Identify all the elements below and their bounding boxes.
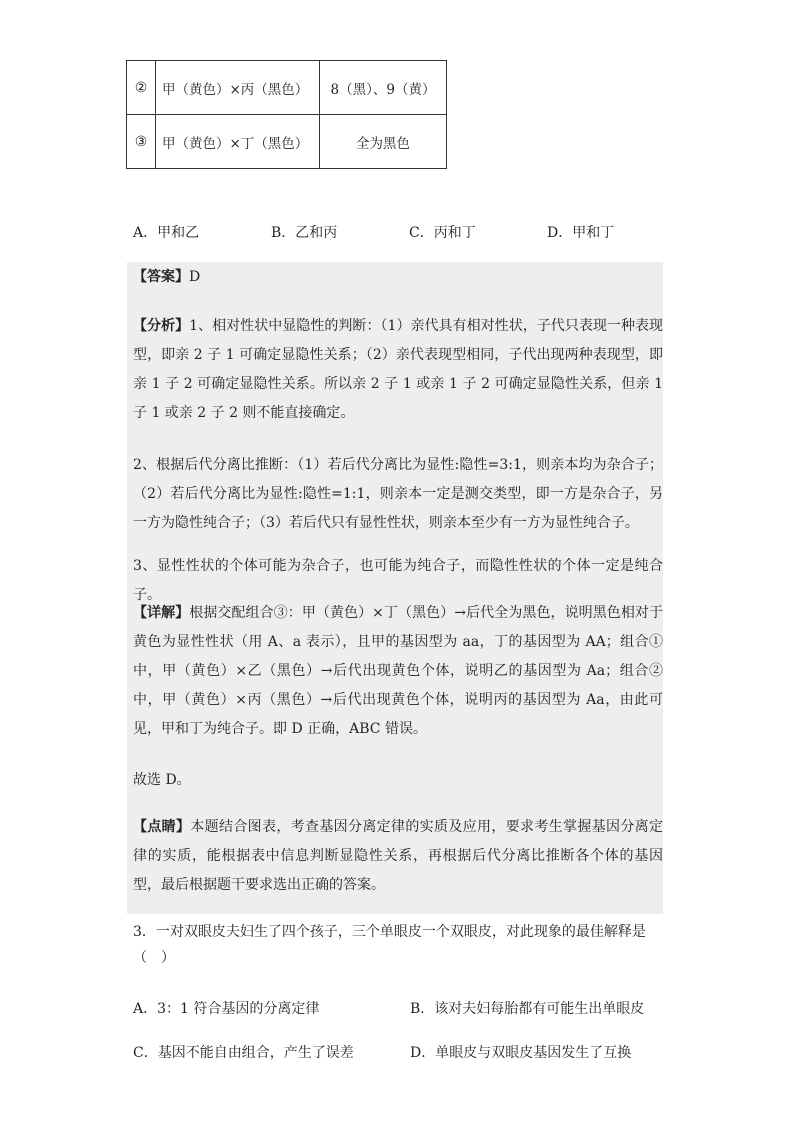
q3-option-c: C．基因不能自由组合，产生了误差 xyxy=(133,1045,354,1061)
option-c: C．丙和丁 xyxy=(409,225,476,241)
q3-option-d: D．单眼皮与双眼皮基因发生了互换 xyxy=(410,1045,632,1061)
table-row xyxy=(127,61,447,115)
analysis-paragraph-2 xyxy=(133,451,663,538)
analysis-paragraph-1 xyxy=(133,312,663,428)
q3-options-row-1 xyxy=(133,998,687,1018)
comment-paragraph xyxy=(133,813,663,900)
option-b: B．乙和丙 xyxy=(271,225,338,241)
analysis-text-2: 2、根据后代分离比推断：（1）若后代分离比为显性:隐性=3:1，则亲本均为杂合子；（2）若后代分离比为显性:隐性=1:1，则亲本一定是测交类型，即一方是杂合子，另一方为隐性纯合子；（3）若后代只有显性性状，则亲本至少有一方为显性纯合子。 xyxy=(133,457,663,531)
cross-parents: 甲（黄色）×丙（黑色） xyxy=(156,61,320,115)
analysis-text-3: 3、显性性状的个体可能为杂合子，也可能为纯合子，而隐性性状的个体一定是纯合子。 xyxy=(133,558,663,603)
q3-option-a: A．3：1 符合基因的分离定律 xyxy=(133,1001,320,1017)
detail-paragraph xyxy=(133,599,663,744)
option-d: D．甲和丁 xyxy=(547,225,615,241)
cross-number: ③ xyxy=(127,115,156,169)
cross-parents: 甲（黄色）×丁（黑色） xyxy=(156,115,320,169)
table-row xyxy=(127,115,447,169)
cross-number: ② xyxy=(127,61,156,115)
answer-label: 【答案】 xyxy=(133,269,189,285)
q3-options-row-2 xyxy=(133,1042,687,1062)
option-a: A．甲和乙 xyxy=(133,225,200,241)
answer-value: D xyxy=(189,269,201,285)
answer-line xyxy=(133,263,663,292)
comment-text: 本题结合图表，考查基因分离定律的实质及应用，要求考生掌握基因分离定律的实质，能根据表中信息判断显隐性关系，再根据后代分离比推断各个体的基因型，最后根据题干要求选出正确的答案。 xyxy=(133,819,664,893)
detail-text: 根据交配组合③：甲（黄色）×丁（黑色）→后代全为黑色，说明黑色相对于黄色为显性性状（用 A、a 表示），且甲的基因型为 aa，丁的基因型为 AA；组合①中，甲（黄色）×乙（黑色）→后代出现黄色个体，说明乙的基因型为 Aa；组合②中，甲（黄色）×丙（黑色）→后代出现黄色个体，说明丙的基因型为 Aa，由此可见，甲和丁为纯合子。即 D 正确，ABC 错误。 xyxy=(133,605,663,737)
q3-option-b: B．该对夫妇每胎都有可能生出单眼皮 xyxy=(410,1001,645,1017)
comment-label: 【点睛】 xyxy=(133,819,191,835)
detail-label: 【详解】 xyxy=(133,605,190,621)
choice-line: 故选 D。 xyxy=(133,772,191,788)
cross-offspring: 8（黑）、9（黄） xyxy=(320,61,447,115)
cross-results-table xyxy=(126,60,447,169)
question-3-stem: 3．一对双眼皮夫妇生了四个孩子，三个单眼皮一个双眼皮，对此现象的最佳解释是（ ） xyxy=(133,924,646,966)
cross-offspring: 全为黑色 xyxy=(320,115,447,169)
q2-options xyxy=(133,222,685,242)
analysis-label: 【分析】 xyxy=(133,318,190,334)
analysis-text-1: 1、相对性状中显隐性的判断：（1）亲代具有相对性状，子代只表现一种表现型，即亲 2 子 1 可确定显隐性关系；（2）亲代表现型相同，子代出现两种表现型，即亲 1 子 2 可确定显隐性关系。所以亲 2 子 1 或亲 1 子 2 可确定显隐性关系，但亲 1 子 1 或亲 2 子 2 则不能直接确定。 xyxy=(133,318,663,421)
